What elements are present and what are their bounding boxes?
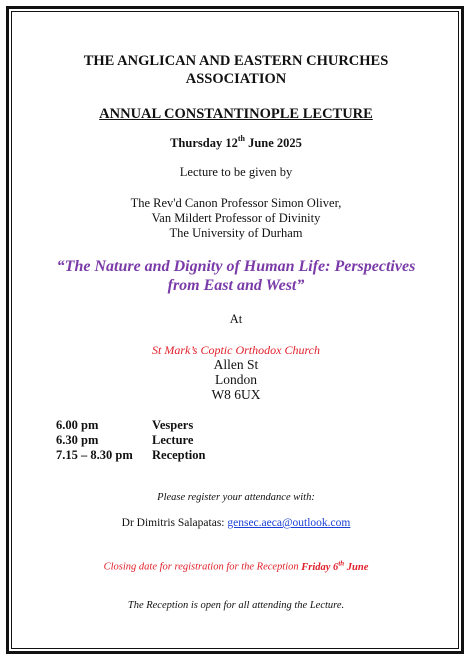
event-date-day: Thursday 12 <box>170 136 238 151</box>
registration-closing-date <box>0 559 472 573</box>
contact-name: Dr Dimitris Salapatas: <box>121 517 228 529</box>
venue-street: Allen St <box>213 357 259 372</box>
venue-at: At <box>229 312 243 326</box>
schedule-event: Lecture <box>152 433 194 447</box>
speaker-name: The Rev'd Canon Professor Simon Oliver, <box>130 196 342 210</box>
schedule-time: 6.30 pm <box>56 433 99 447</box>
registration-contact <box>0 517 472 529</box>
venue-church: St Mark’s Coptic Orthodox Church <box>152 343 320 357</box>
association-title-line2: ASSOCIATION <box>185 71 287 87</box>
registration-prompt: Please register your attendance with: <box>157 492 315 503</box>
event-date-suffix: th <box>237 134 245 143</box>
schedule-time: 6.00 pm <box>56 418 99 432</box>
closing-text: Closing date for registration for the Reception <box>103 561 302 573</box>
venue-city: London <box>215 372 257 387</box>
annual-lecture-title: ANNUAL CONSTANTINOPLE LECTURE <box>99 106 373 122</box>
speaker-role: Van Mildert Professor of Divinity <box>151 211 321 225</box>
schedule-event: Reception <box>152 448 206 462</box>
event-date <box>0 135 472 151</box>
closing-date-suffix: th <box>338 559 345 567</box>
schedule-event: Vespers <box>152 418 194 432</box>
contact-email-link[interactable]: gensec.aeca@outlook.com <box>227 517 351 529</box>
closing-month: June <box>344 561 369 573</box>
lecture-title-line2: from East and West” <box>167 277 305 294</box>
closing-date: Friday 6 <box>301 561 339 573</box>
speaker-institution: The University of Durham <box>169 226 303 240</box>
reception-note: The Reception is open for all attending the Lecture. <box>127 600 345 611</box>
association-title-line1: THE ANGLICAN AND EASTERN CHURCHES <box>83 53 389 69</box>
schedule-time: 7.15 – 8.30 pm <box>56 448 133 462</box>
lecture-title-line1: “The Nature and Dignity of Human Life: Perspectives <box>56 258 416 275</box>
venue-postcode: W8 6UX <box>211 387 261 402</box>
lecture-intro: Lecture to be given by <box>179 165 293 179</box>
event-date-rest: June 2025 <box>244 136 302 151</box>
